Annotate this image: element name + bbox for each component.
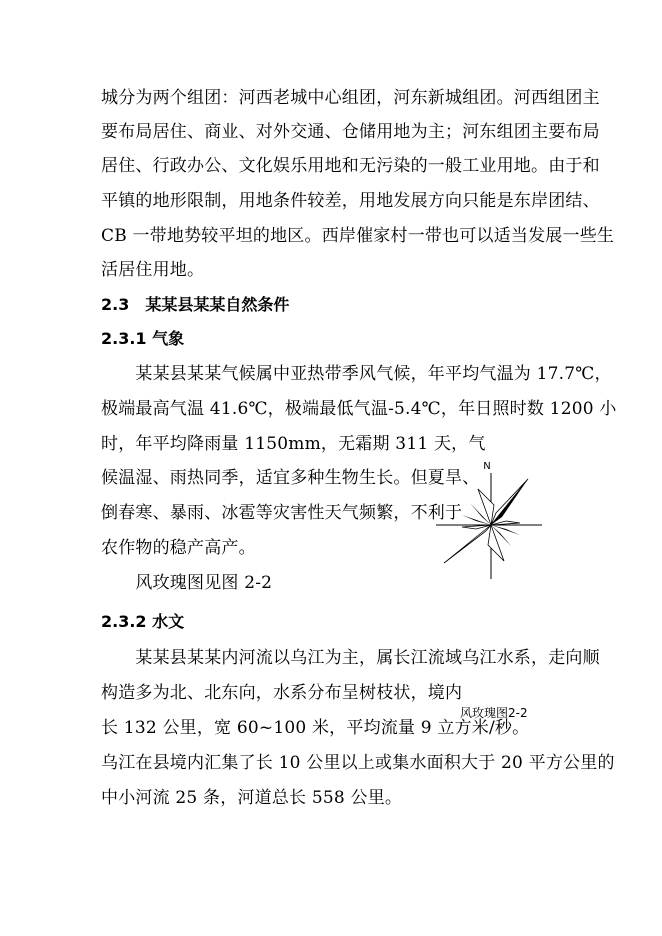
paragraph-line: 构造多为北、北东向，水系分布呈树枝状，境内 <box>101 683 463 703</box>
paragraph-line: 某某县某某内河流以乌江为主，属长江流域乌江水系，走向顺 <box>101 648 600 668</box>
paragraph-line: 倒春寒、暴雨、冰雹等灾害性天气频繁，不利于 <box>101 503 463 523</box>
wind-rose-icon <box>430 455 545 585</box>
paragraph-line: 居住、行政办公、文化娱乐用地和无污染的一般工业用地。由于和 <box>101 156 600 176</box>
paragraph-line: 乌江在县境内汇集了长 10 公里以上或集水面积大于 20 平方公里的 <box>101 753 615 773</box>
section-heading: 2.3 某某县某某自然条件 <box>101 295 290 314</box>
subsection-heading: 2.3.1 气象 <box>101 329 185 348</box>
paragraph-line: 城分为两个组团：河西老城中心组团，河东新城组团。河西组团主 <box>101 88 600 108</box>
paragraph-line: 候温湿、雨热同季，适宜多种生物生长。但夏旱、 <box>101 468 480 488</box>
figure-caption: 风玫瑰图2-2 <box>460 706 528 720</box>
paragraph-line: 活居住用地。 <box>101 260 205 280</box>
paragraph-line: 长 132 公里，宽 60~100 米，平均流量 9 立方米/秒。 <box>101 718 530 738</box>
subsection-heading: 2.3.2 水文 <box>101 612 185 631</box>
paragraph-line: 极端最高气温 41.6℃，极端最低气温-5.4℃，年日照时数 1200 小 <box>101 399 617 419</box>
paragraph-line: 中小河流 25 条，河道总长 558 公里。 <box>101 788 403 808</box>
north-label: N <box>483 461 491 472</box>
paragraph-line: 平镇的地形限制，用地条件较差，用地发展方向只能是东岸团结、 <box>101 191 600 211</box>
paragraph-line: 某某县某某气候属中亚热带季风气候，年平均气温为 17.7℃， <box>101 364 612 384</box>
paragraph-line: 风玫瑰图见图 2-2 <box>101 573 273 593</box>
paragraph-line: 农作物的稳产高产。 <box>101 538 256 558</box>
paragraph-line: 要布局居住、商业、对外交通、仓储用地为主；河东组团主要布局 <box>101 122 600 142</box>
paragraph-line: CB 一带地势较平坦的地区。西岸催家村一带也可以适当发展一些生 <box>101 226 615 246</box>
paragraph-line: 时，年平均降雨量 1150mm，无霜期 311 天，气 <box>101 434 486 454</box>
